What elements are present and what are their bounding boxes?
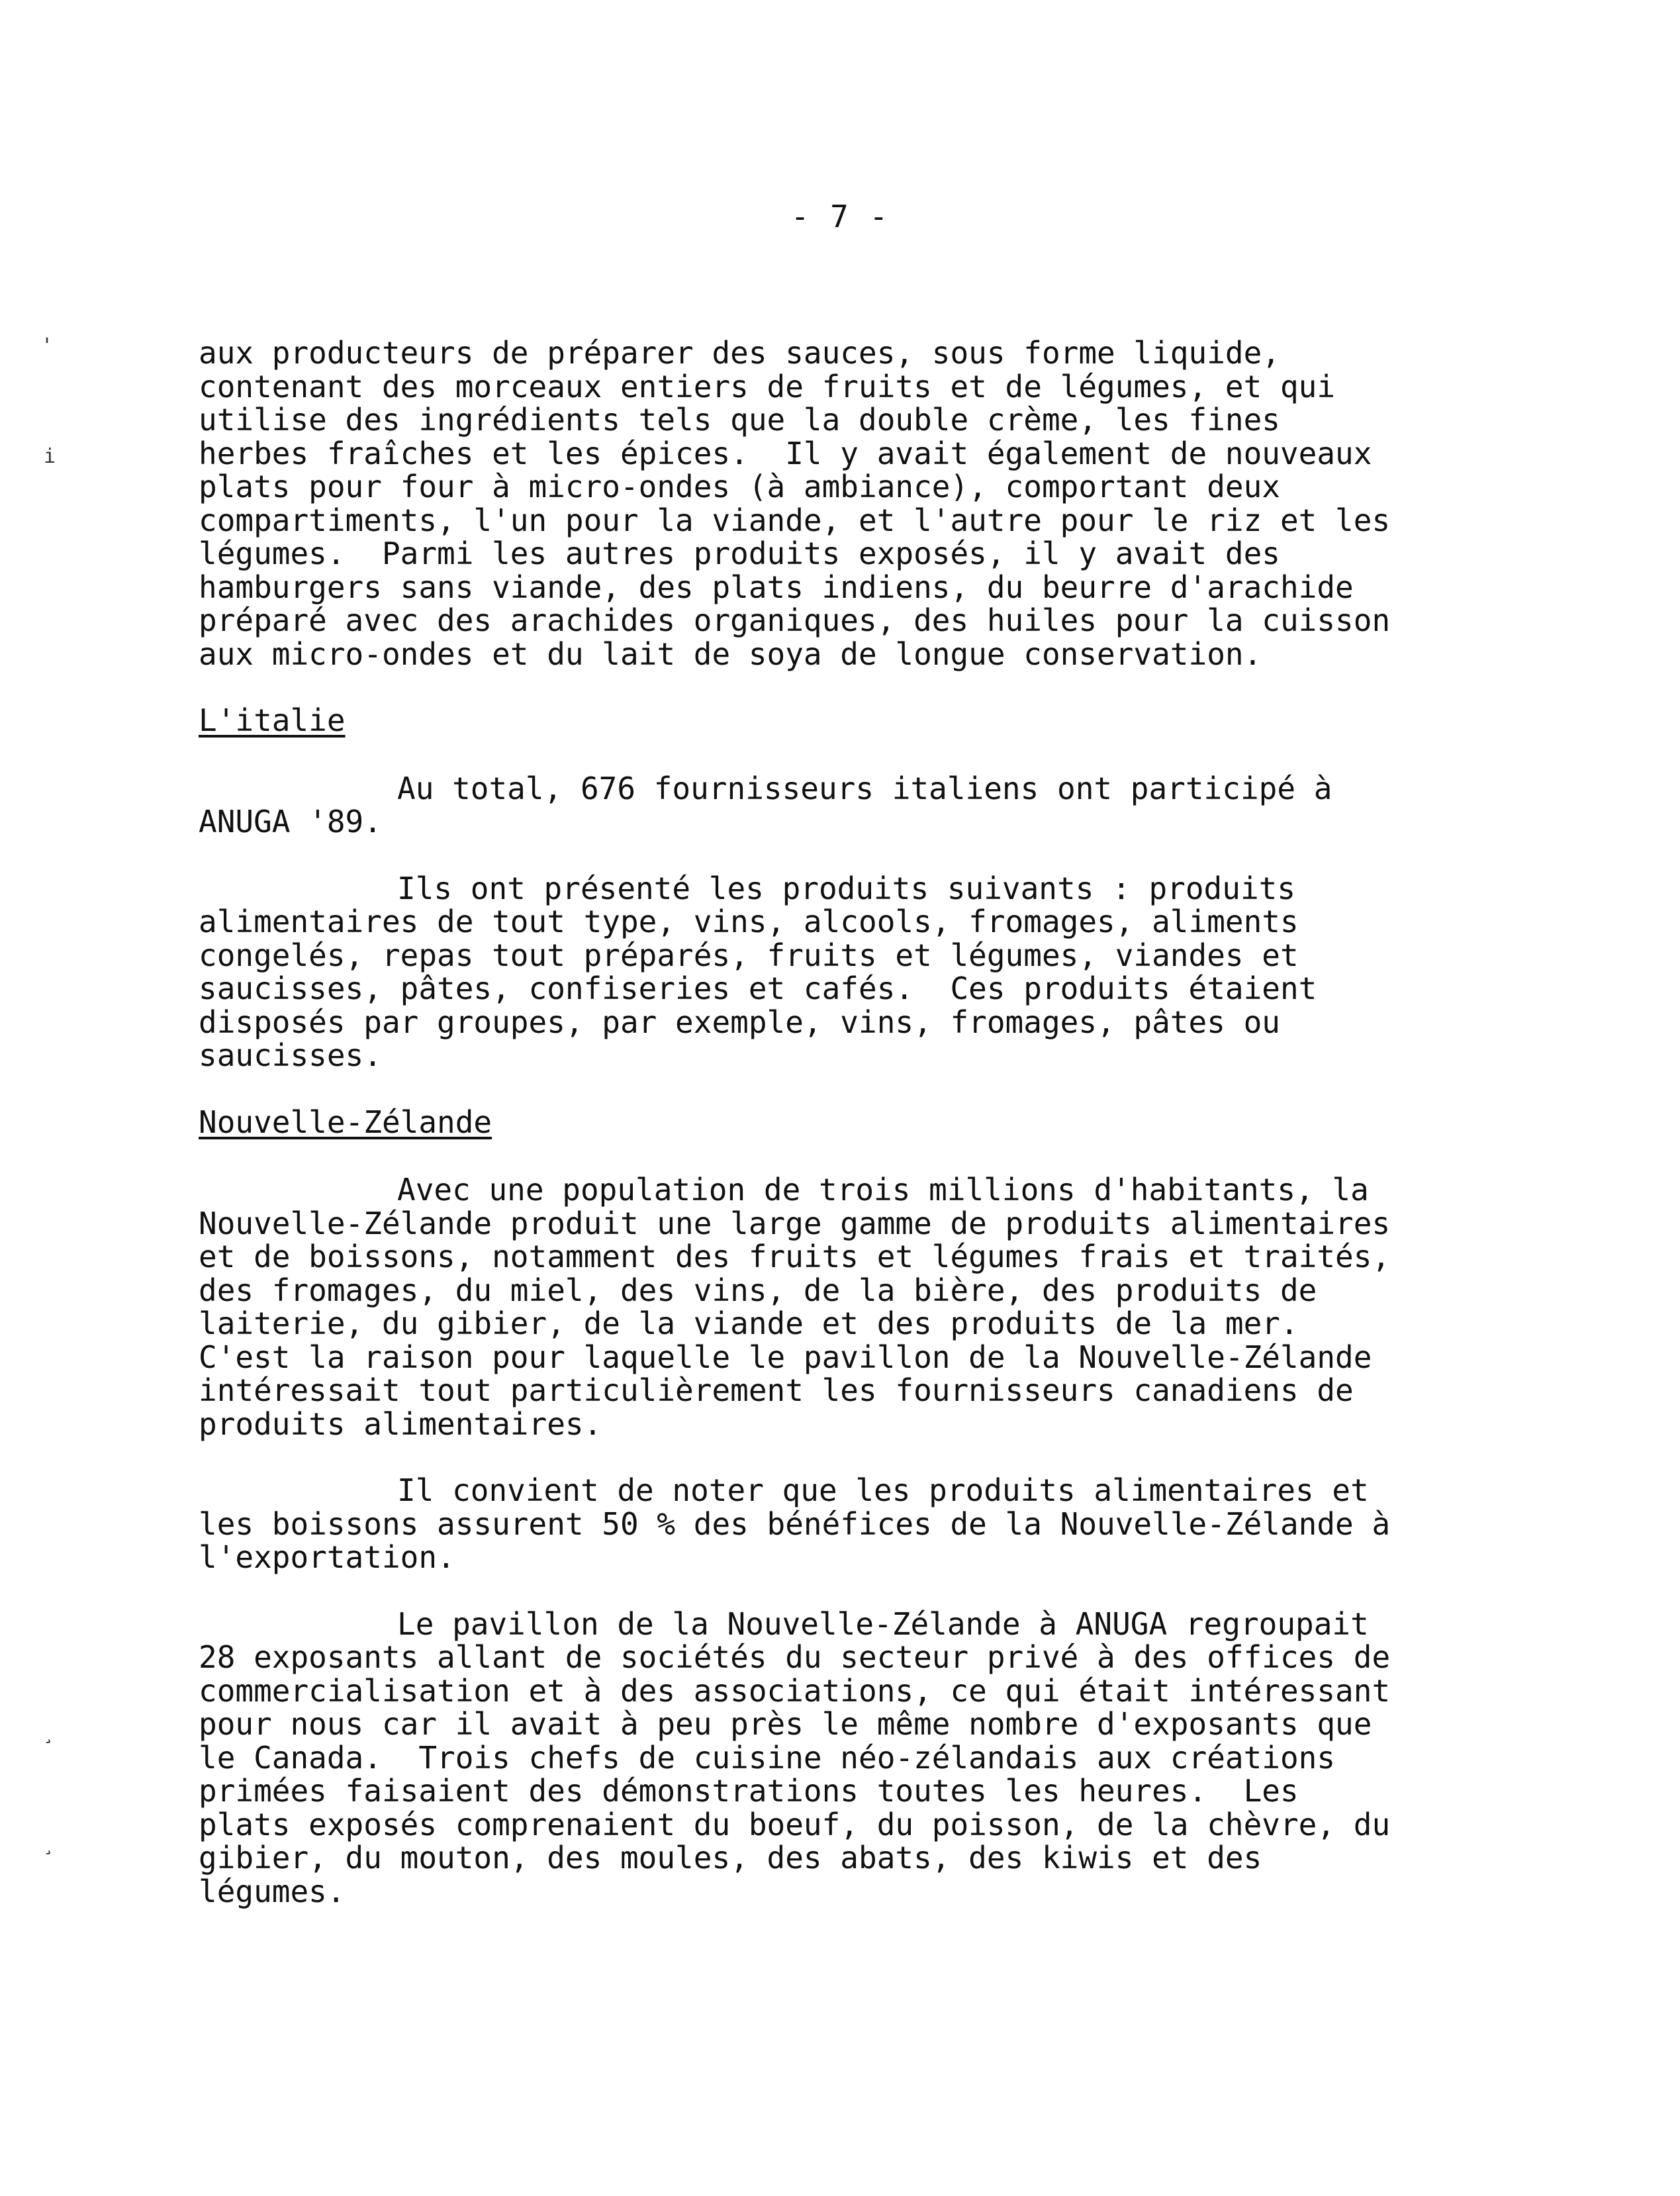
section-heading-nouvelle-zelande: Nouvelle-Zélande <box>199 1104 492 1140</box>
margin-mark: ' <box>41 334 54 358</box>
section-heading-italie: L'italie <box>199 702 346 738</box>
document-body <box>199 336 1522 1908</box>
nz-paragraph-1: Avec une population de trois millions d'habitants, la Nouvelle-Zélande produit une large gamme de produits alimentaires et de boissons, notamment des fruits et légumes frais et traités, des fromages, du miel, des vins, de la bière, des produits de laiterie, du gibier, de la viande et des produits de la mer. C'est la raison pour laquelle le pavillon de la Nouvelle-Zélande intéressait tout particulièrement les fournisseurs canadiens de produits alimentaires. <box>199 1172 1391 1442</box>
margin-mark: ¸ <box>42 1721 55 1744</box>
nz-paragraph-3: Le pavillon de la Nouvelle-Zélande à ANUGA regroupait 28 exposants allant de sociétés du secteur privé à des offices de commercialisation et à des associations, ce qui était intéressant pour nous car il avait à peu près le même nombre d'exposants que le Canada. Trois chefs de cuisine néo-zélandais aux créations primées faisaient des démonstrations toutes les heures. Les plats exposés comprenaient du boeuf, du poisson, de la chèvre, du gibier, du mouton, des moules, des abats, des kiwis et des légumes. <box>199 1605 1391 1909</box>
page-number: - 7 - <box>790 199 890 234</box>
intro-paragraph: aux producteurs de préparer des sauces, sous forme liquide, contenant des morceaux entiers de fruits et de légumes, et qui utilise des ingrédients tels que la double crème, les fines herbes fraîches et les épices. Il y avait également de nouveaux plats pour four à micro-ondes (à ambiance), comportant deux compartiments, l'un pour la viande, et l'autre pour le riz et les légumes. Parmi les autres produits exposés, il y avait des hamburgers sans viande, des plats indiens, du beurre d'arachide préparé avec des arachides organiques, des huiles pour la cuisson aux micro-ondes et du lait de soya de longue conservation. <box>199 335 1391 672</box>
margin-mark: i <box>44 445 56 468</box>
italie-paragraph-1: Au total, 676 fournisseurs italiens ont participé à ANUGA '89. <box>199 770 1332 839</box>
nz-paragraph-2: Il convient de noter que les produits alimentaires et les boissons assurent 50 % des bénéfices de la Nouvelle-Zélande à l'exportation. <box>199 1472 1391 1575</box>
margin-mark: ¸ <box>42 1833 55 1856</box>
italie-paragraph-2: Ils ont présenté les produits suivants : produits alimentaires de tout type, vins, alcools, fromages, aliments congelés, repas tout préparés, fruits et légumes, viandes et saucisses, pâtes, confiseries et cafés. Ces produits étaient disposés par groupes, par exemple, vins, fromages, pâtes ou saucisses. <box>199 870 1317 1073</box>
